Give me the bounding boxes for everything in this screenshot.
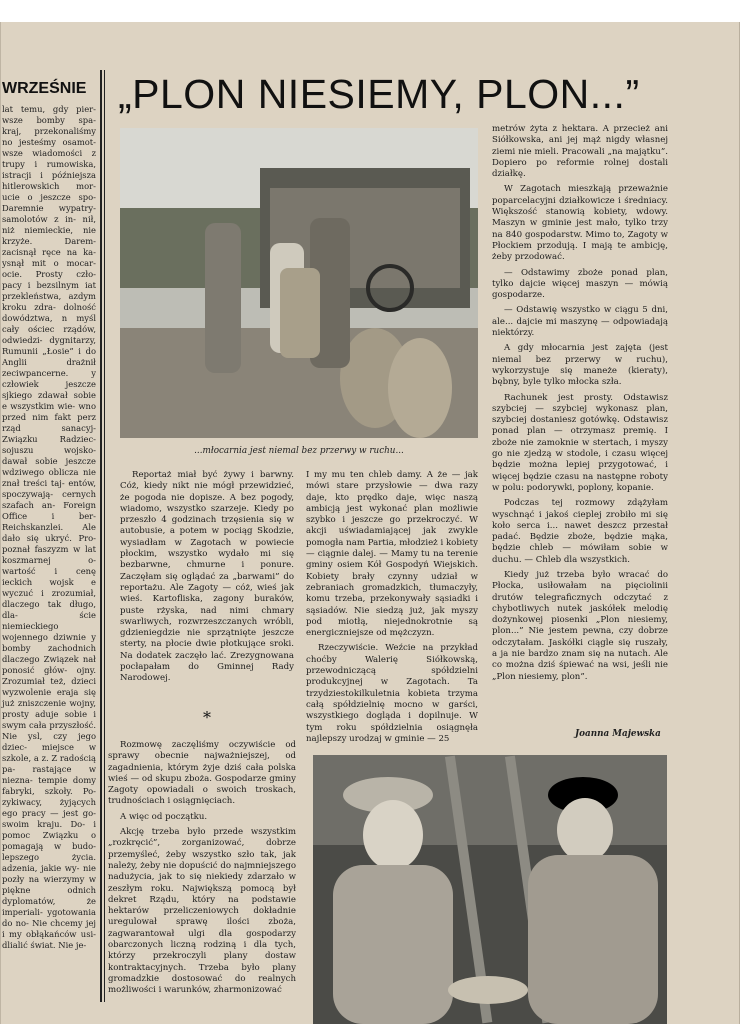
photo-women-with-grain: [313, 755, 667, 1024]
side-article: [0, 70, 98, 1002]
paragraph: A więc od początku.: [120, 811, 208, 822]
article-column-2: [306, 470, 478, 749]
paragraph: — Odstawię wszystko w ciągu 5 dni, ale... dajcie mi maszynę — odpowiadają niektórzy.: [492, 305, 668, 339]
article-column-1: [120, 470, 294, 689]
paragraph: — Odstawimy zboże ponad plan, tylko dajcie więcej maszyn — mówią gospodarze.: [492, 267, 668, 301]
paragraph: Rozmowę zaczęliśmy oczywiście od sprawy obecnie najważniejszej, od zagadnienia, którym żyje dziś cała polska wieś — od skupu zboża. Gospodarze gminy Zagoty opowiadali o swoich troskach, trudnościach i osiągnięciach.: [108, 740, 296, 807]
headline: „PLON NIESIEMY, PLON...”: [118, 71, 640, 117]
paragraph: Akcję trzeba było przede wszystkim „rozkręcić”, zorganizować, dobrze przemyśleć, żeby wszystko szło tak, jak należy, żeby nie dopuścić do najmniejszego nadużycia, jak to się niekiedy zdarzało w zeszłym roku. Największą pomocą był dekret Rządu, który na podstawie hektarów przeliczeniowych dokładnie uregulował sprawę ilości zboża, zagwarantował ulgi dla gospodarzy obarczonych liczną rodziną i dla tych, którzy przekroczyli plany dostaw kontraktacyjnych. Trzeba było plany gromadzkie dostosować do realnych możliwości i warunków, zharmonizować: [108, 827, 296, 996]
paragraph: Podczas tej rozmowy zdążyłam wyschnąć i jakoś cieplej zrobiło mi się koło serca i... nawet deszcz przestał padać. Będzie zboże, będzie mąka, będzie chleb — mówiłam sobie w duchu. — Chleb dla wszystkich.: [492, 498, 668, 565]
column-divider-thin: [104, 70, 105, 1002]
article-column-3: [108, 740, 296, 1024]
author-byline: Joanna Majewska: [575, 729, 661, 739]
photo-threshing-machine: [120, 128, 478, 438]
paragraph: Rzeczywiście. Weźcie na przykład choćby Walerię Siółkowską, przewodniczącą spółdzielni produkcyjnej w Zagotach. Ta trzydziestokilkuletnia kobieta trzyma całą spółdzielnię mocno w garści, wszystkiego dogląda i dopilnuje. W tym roku spółdzielnia osiągnęła najlepszy urodzaj w gminie — 25: [306, 643, 478, 744]
column-divider: [100, 70, 102, 1002]
paragraph: Kiedy już trzeba było wracać do Płocka, usiłowałam na pięciolinii drutów telegraficznych odczytać z chybotliwych nutek jaskółek melodię dożynkowej piosenki „Plon niesiemy, plon...” Nie jestem pewna, czy dobrze odczytałam. Jaskółki ciągle się ruszały, a ja nie bardzo znam się na nutach. Ale co można dziś śpiewać na wsi, jeśli nie „Plon niesiemy, plon”.: [492, 569, 668, 682]
paragraph: Reportaż miał być żywy i barwny. Cóż, kiedy nikt nie mógł przewidzieć, że pogoda nie dopisze. A bez pogody, wiadomo, wszystko szarzeje. Kiedy po przeszło 4 godzinach trzęsienia się w autobusie, a potem w pociąg Skodzie, wysiadłam w Zagotach w powiecie płockim, wszystko wydało mi się bezbarwne, chmurne i ponure. Zaczęłam się oglądać za „barwami” do reportażu. Ale Zagoty — cóż, wieś jak wieś. Kartofliska, zagony buraków, puste rżyska, nad nimi chmary swarliwych, rozwrzeszczanych wróbli, gdzieniegdzie nie sprzątnięte jeszcze sterty, na płocie dwie płotkujące sroki. Na dodatek zaczęło lać. Zrezygnowana pocłapałam do Gminnej Rady Narodowej.: [120, 470, 294, 684]
paragraph: A gdy młocarnia jest zajęta (jest niemal bez przerwy w ruchu), wykorzystuje się maneże (kieraty), bębny, byle tylko młocka szła.: [492, 343, 668, 388]
paragraph: Rachunek jest prosty. Odstawisz szybciej — szybciej wykonasz plan, szybciej dostaniesz gotówkę. Odstawisz ponad plan — otrzymasz premię. I zboże nie zamoknie w stertach, i myszy go nie zjedzą w stodole, i czasu więcej będzie można lepiej przygotować, i więcej będzie czasu na następne roboty w polu: podorywki, poplony, kopanie.: [492, 392, 668, 493]
paragraph: metrów żyta z hektara. A przecież ani Siółkowska, ani jej mąż nigdy własnej ziemi nie mieli. Pracowali „na majątku”. Dopiero po reformie rolnej dostali działkę.: [492, 124, 668, 180]
side-article-text: lat temu, gdy pier- wsze bomby spa- kraj, przekonaliśmy no jesteśmy osamot- wsze wiadomości z trupy i rumowiska, istracji i późniejsza hitlerowskich mor- ucie o jeszcze spo- Daremnie wypatry- samolotów z in- nił, niż niemieckie, nie krzyże. Darem- zacisnął ręce na ka- ysnął mit o mocar- ocie. Prosty czło- pacy i bezsilnym iat przekleństwa, azdym kroku zdra- dolność dowództwa, n myśl cały ościec rządów, odwiedzi- dygnitarzy, Rumunii „Łosie” i do Anglii drażnił zeciwpancerne. y człowiek jeszcze sjkiego zdawał sobie e wszystkim wie- wno przed nim fakt perz rząd sanacyj- Związku Radziec- sojuszu wojsko- dawał sobie jeszcze wdziwego oblicza nie znał treści taj- entów, spoczywają- cernych szafach an- Foreign Office i ber- Reichskanzlei. Ale dało się ukryć. Pro- poznał faszyzm w lat koszmarnej o- wartość i cenę ieckich wojsk e wyczuć i zrozumiał, dlaczego tak długo, dla- ście niemieckiego wojennego dziwnie y bomby zachodnich dlaczego Związek nał ponosić głów- ojny. Zrozumiał też, dzieci wyzwolenie eraja się już zniszczenie wojny, prosty aduje sobie i swym cała przyszłość. Nie ysl, czy jego dziec- miejsce w szkole, a z. Z radością pa- rastające w niezna- tempie domy fabryki, szkoły. Po- zykiwacy, żyjących ego pracy — jest go- swoim kraju. Do- i pomoc Związku o pomagają w budo- lepszego życia. adzenia, jakie wy- nie pozły na wierzymy w piękne odnich dyplomatów, że imperiali- ygotowania do no- Nie chcemy jej i my obłąkańców usi- dlialić świat. Nie je-: [2, 104, 96, 950]
paragraph: I my mu ten chleb damy. A że — jak mówi stare przysłowie — dwa razy daje, kto prędko daje, więc naszą ambicją jest wykonać plan możliwie szybko i jeszcze go przekroczyć. W akcji uświadamiającej jak zwykle pomogła nam Partia, młodzież i kobiety — ciągnie dalej. — Mamy tu na terenie gminy osiem Kół Gospodyń Wiejskich. Kobiety brały czynny udział w zebraniach gromadzkich, tłumaczyły, komu trzeba, przekonywały sąsiadki i sąsiadów. Nie siedzą już, jak myszy pod miotłą, niejednokrotnie są energiczniejsze od mężczyzn.: [306, 470, 478, 639]
section-separator: *: [203, 708, 211, 727]
paragraph: W Zagotach mieszkają przeważnie poparcelacyjni działkowicze i średniacy. Większość stanowią kobiety, wdowy. Maszyn w gminie jest mało, tylko trzy na 840 gospodarstw. Mimo to, Zagoty w Płockiem przodują. I mają te ambicję, żeby przodować.: [492, 184, 668, 263]
side-article-title: WRZEŚNIE: [2, 80, 87, 97]
article-column-4: [492, 124, 668, 724]
photo-caption: ...młocarnia jest niemal bez przerwy w ruchu...: [194, 446, 404, 456]
